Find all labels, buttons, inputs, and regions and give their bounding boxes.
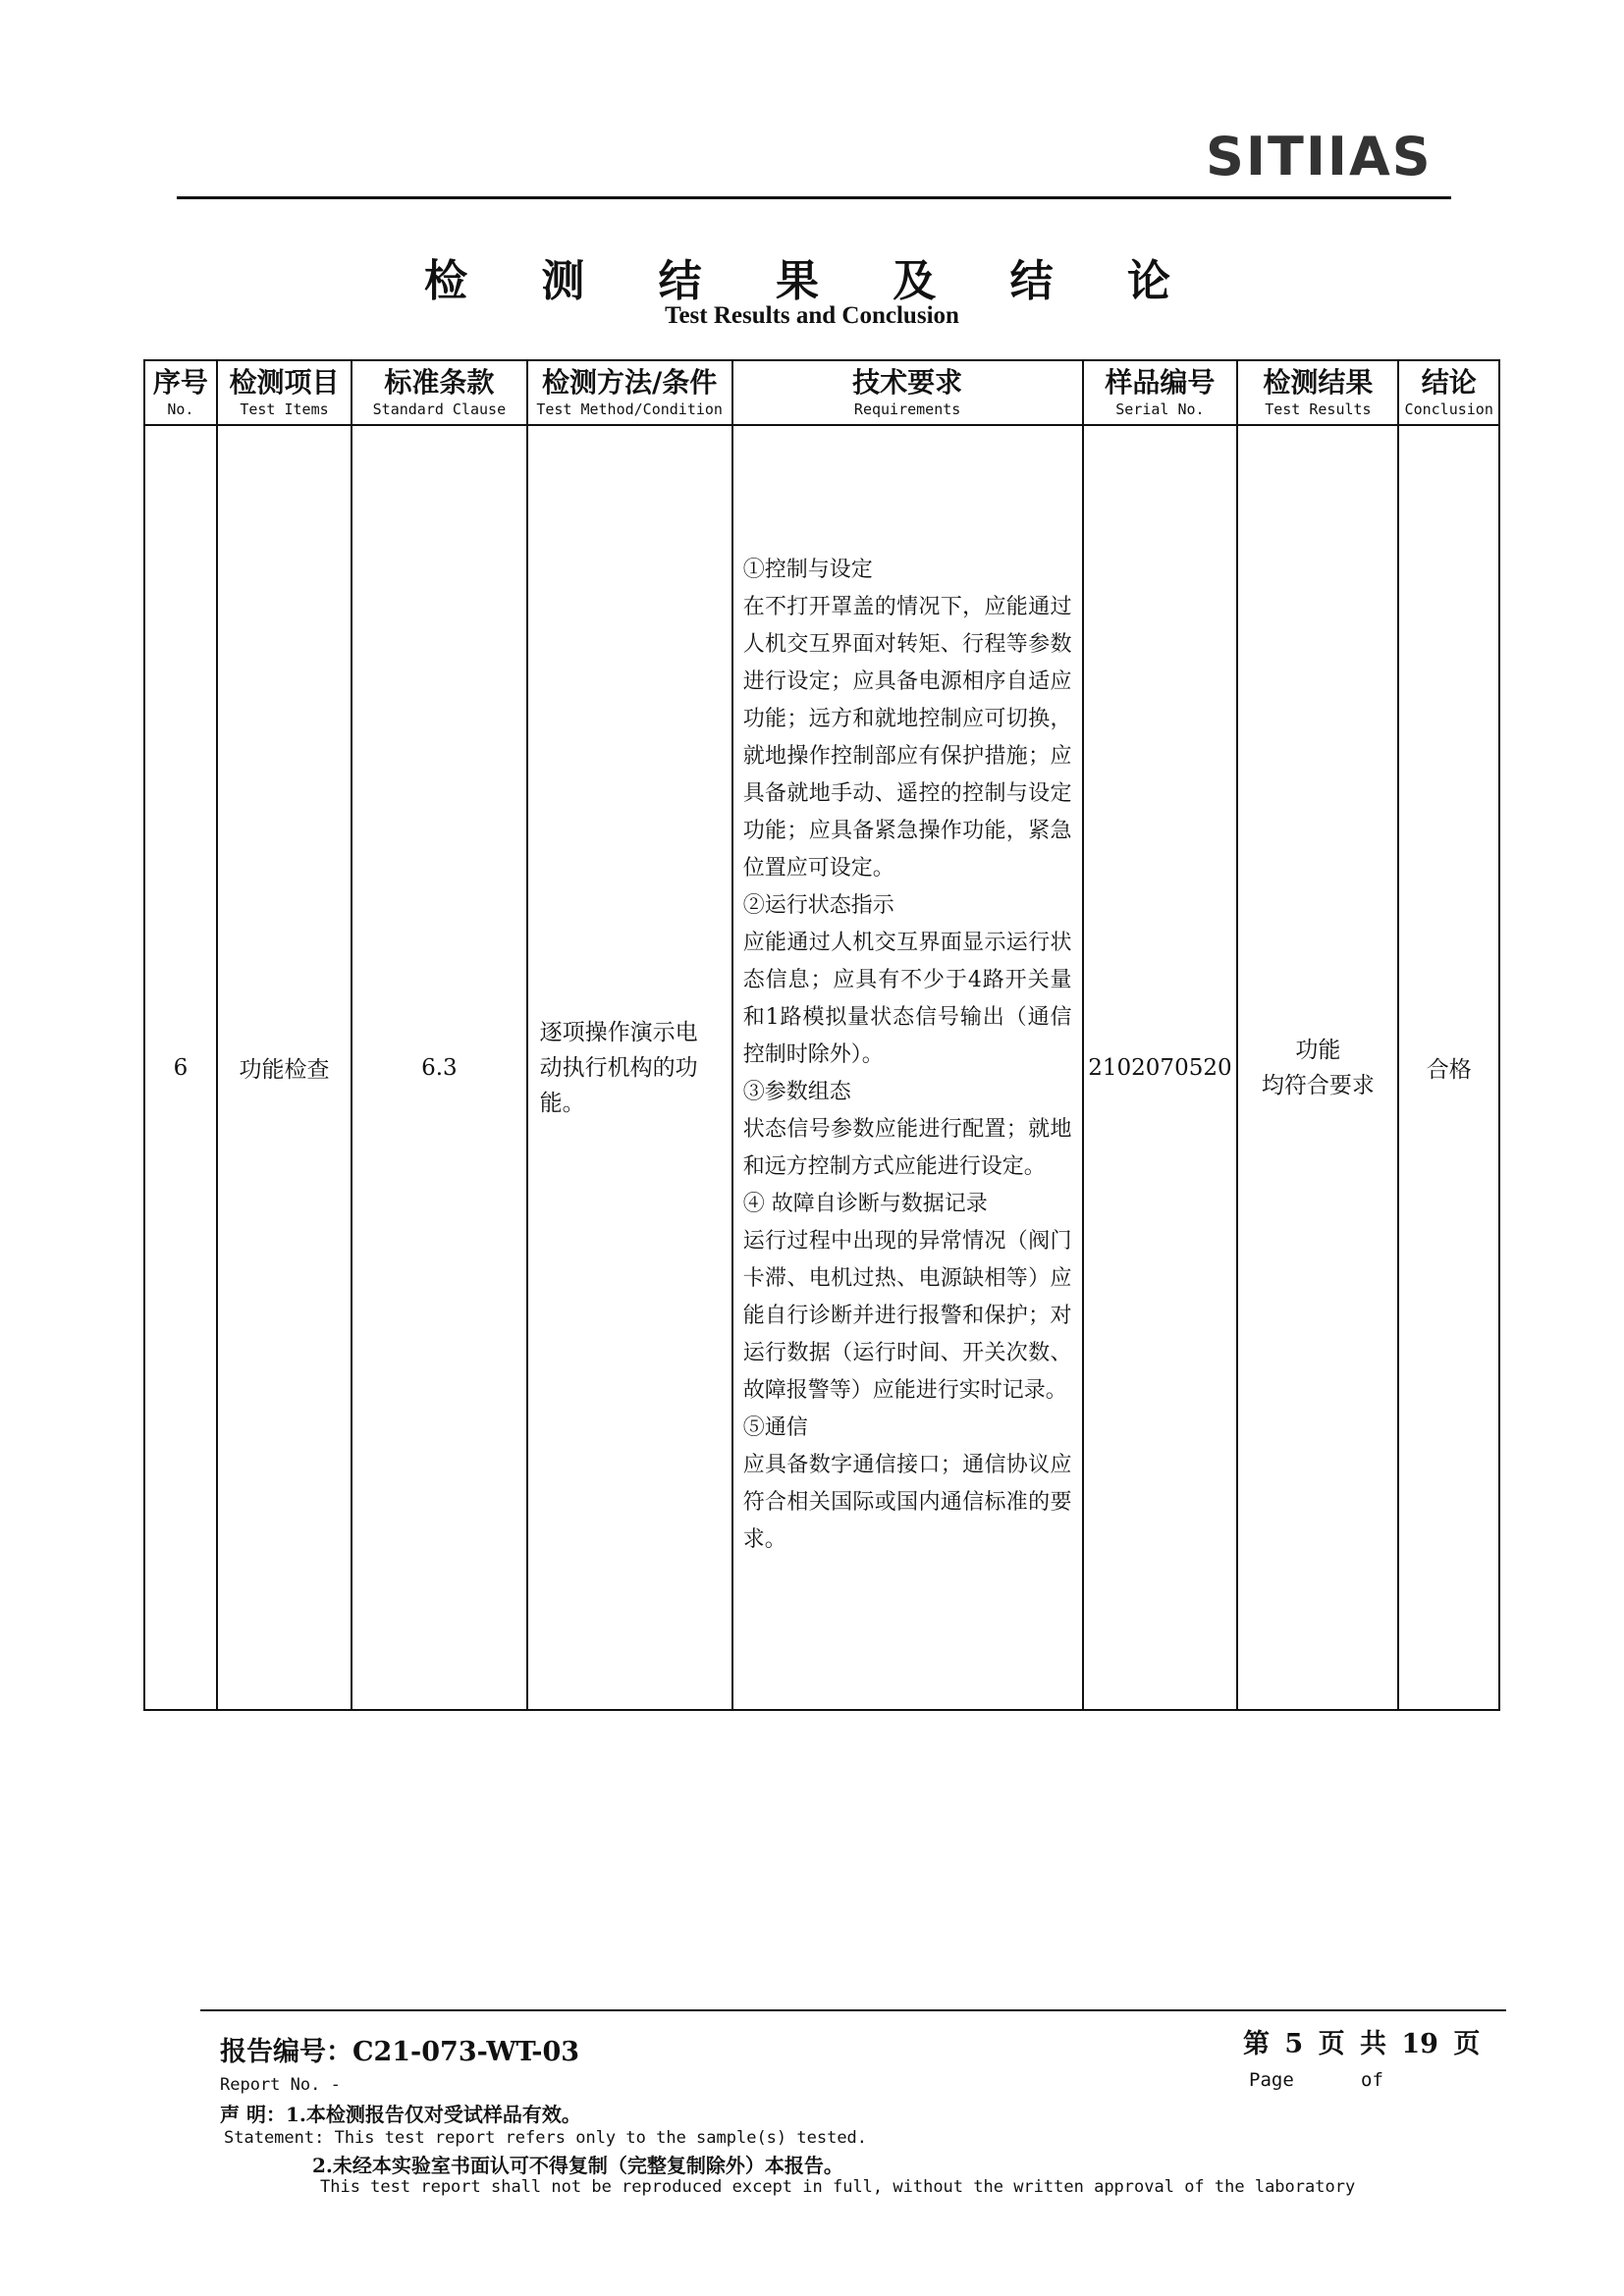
column-header-test-results: 检测结果 Test Results [1237,360,1398,425]
cell-no: 6 [144,425,217,1710]
results-table [143,359,1500,1711]
cell-standard-clause: 6.3 [352,425,526,1710]
requirement-text-2: 应能通过人机交互界面显示运行状态信息；应具有不少于4路开关量和1路模拟量状态信号输出（通信控制时除外）。 [742,931,1072,1067]
column-header-conclusion: 结论 Conclusion [1398,360,1499,425]
report-number: 报告编号：C21-073-WT-03 [220,2037,580,2067]
requirement-heading-5: ⑤通信 [742,1415,808,1440]
page-of-label-en: of [1361,2069,1383,2091]
cell-test-item: 功能检查 [217,425,352,1710]
test-result-line-2: 均符合要求 [1261,1072,1375,1098]
requirement-heading-2: ②运行状态指示 [742,893,894,918]
column-header-test-items: 检测项目 Test Items [217,360,352,425]
statement-en-1: Statement: This test report refers only to the sample(s) tested. [224,2128,868,2148]
test-result-line-1: 功能 [1295,1037,1341,1063]
requirement-heading-1: ①控制与设定 [742,558,873,582]
table-header-row [144,360,1499,425]
statement-zh-2: 2.未经本实验室书面认可不得复制（完整复制除外）本报告。 [312,2154,843,2177]
column-header-standard-clause: 标准条款 Standard Clause [352,360,526,425]
column-header-serial-no: 样品编号 Serial No. [1083,360,1238,425]
requirement-text-1: 在不打开罩盖的情况下，应能通过人机交互界面对转矩、行程等参数进行设定；应具备电源相序自适应功能；远方和就地控制应可切换，就地操作控制部应有保护措施；应具备就地手动、遥控的控制与设定功能；应具备紧急操作功能，紧急位置应可设定。 [742,595,1072,881]
statement-zh-1: 声 明：1.本检测报告仅对受试样品有效。 [220,2103,581,2126]
column-header-requirements: 技术要求 Requirements [732,360,1083,425]
table-row [144,425,1499,1710]
report-number-en: Report No. - [220,2075,341,2095]
footer-rule [200,2009,1506,2011]
cell-test-method: 逐项操作演示电动执行机构的功能。 [527,425,732,1710]
cell-conclusion: 合格 [1398,425,1499,1710]
column-header-no: 序号 No. [144,360,217,425]
requirement-text-4: 运行过程中出现的异常情况（阀门卡滞、电机过热、电源缺相等）应能自行诊断并进行报警和保护；对运行数据（运行时间、开关次数、故障报警等）应能进行实时记录。 [742,1229,1072,1403]
statement-en-2: This test report shall not be reproduced except in full, without the written approval of the laboratory [320,2177,1356,2197]
requirement-text-3: 状态信号参数应能进行配置；就地和远方控制方式应能进行设定。 [742,1117,1072,1179]
requirement-heading-3: ③参数组态 [742,1080,851,1104]
company-logo: SITIIAS [1206,126,1433,187]
requirement-heading-4: ④ 故障自诊断与数据记录 [742,1192,988,1216]
page-subtitle: Test Results and Conclusion [665,302,959,329]
cell-serial-no: 2102070520 [1083,425,1238,1710]
page-number: 第 5 页 共 19 页 [1243,2029,1481,2059]
page-title: 检 测 结 果 及 结 论 [424,256,1200,306]
column-header-test-method: 检测方法/条件 Test Method/Condition [527,360,732,425]
header-rule [177,196,1451,199]
cell-test-result [1237,425,1398,1710]
requirement-text-5: 应具备数字通信接口；通信协议应符合相关国际或国内通信标准的要求。 [742,1453,1072,1552]
page-label-en: Page [1249,2069,1294,2091]
cell-requirements [732,425,1083,1710]
